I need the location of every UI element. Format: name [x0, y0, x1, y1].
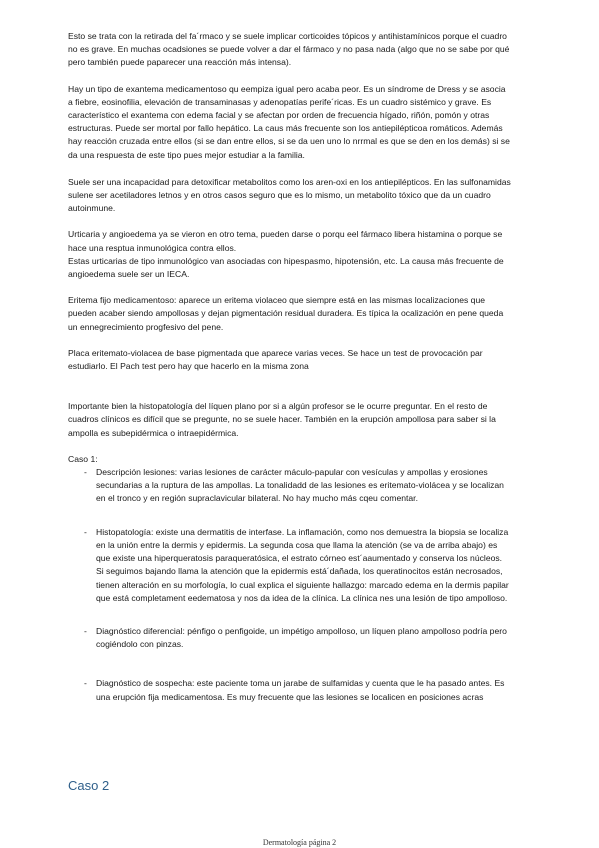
caso1-title: Caso 1:	[68, 453, 98, 464]
bullet-dash: -	[84, 625, 87, 636]
caso2-heading: Caso 2	[68, 778, 110, 793]
page-footer: Dermatología página 2	[262, 838, 337, 847]
paragraph-detoxificar: Suele ser una incapacidad para detoxificar metabolitos como los aren-oxi en los antiepilépticos. En las sulfonamidas sulene ser acetiladores letnos y en otros casos seguro que es lo mismo, un metabolito tóxico que da un cuadro autoinmune.	[68, 176, 511, 214]
paragraph-retirada: Esto se trata con la retirada del fa´rmaco y se suele implicar corticoides tópicos y antihistamínicos porque el cuadro no es grave. En muchas ocadsiones se puede volver a dar el fármaco y no pasa nada (algo que no se sabe por qué pero también puede paparecer una reacción más intensa).	[68, 31, 510, 68]
paragraph-urticaria: Urticaria y angioedema ya se vieron en otro tema, pueden darse o porqu eel fármaco libera histamina o porque se hace una resptua inmunológica contra ellos. Estas urticarias de tipo inmunológico van asociadas con hipespasmo, hipotensión, etc. La causa más frecuente de angioedema suele ser un IECA.	[68, 229, 504, 280]
paragraph-dress: Hay un tipo de exantema medicamentoso qu eempiza igual pero acaba peor. Es un síndrome de Dress y se asocia a fiebre, eosinofilia, elevación de transaminasas y adenopatías perife´ricas. Es un cuadro sistémico y grave. Es característico el exantema con edema facial y se afectan por orden de frecuencia hígado, riñón, pomón y otras estructuras. Puede ser mortal por fallo hepático. La caus más frecuente son los antiepilépticoa romáticos. Además hay reacción cruzada entre ellos (si se dan entre ellos, si se da uen uno lo nrrmal es que se den en los demás) si se da una respuesta de este tipo pues mejor estudiar a la familia.	[68, 83, 510, 160]
list-item-text: Diagnóstico diferencial: pénfigo o penfigoide, un impétigo ampolloso, un líquen plano ampolloso podría pero cogiéndolo con pinzas.	[96, 625, 507, 650]
paragraph-eritema-fijo: Eritema fijo medicamentoso: aparece un eritema violaceo que siempre está en las mismas localizaciones que pueden acaber siendo ampollosas y dejan pigmentación residual duradera. Es típica la ocalización en pene queda un ennegrecimiento progfesivo del pene.	[68, 295, 504, 332]
paragraph-placa: Placa eritemato-violacea de base pigmentada que aparece varias veces. Se hace un test de provocación par estudiarlo. El Pach test pero hay que hacerlo en la misma zona	[68, 347, 483, 372]
list-item-text: Diagnóstico de sospecha: este paciente toma un jarabe de sulfamidas y cuenta que le ha pasado antes. Es una erupción fija medicamentosa. Es muy frecuente que las lesiones se localicen en posiciones acras	[96, 678, 505, 702]
list-item-text: Descripción lesiones: varias lesiones de carácter máculo-papular con vesículas y ampollas y erosiones secundarias a la ruptura de las ampollas. La tonalidadd de las lesiones es eritemato-violácea y se localizan en el tronco y en región supraclavicular bilateral. No hay mucho más cqeu comentar.	[96, 467, 504, 504]
document-body	[68, 30, 512, 717]
list-item	[68, 677, 512, 703]
list-item	[68, 625, 512, 651]
paragraph-importante: Importante bien la histopatología del líquen plano por si a algún profesor se le ocurre preguntar. En el resto de cuadros clínicos es difícil que se pregunte, no se suele hacer. También en la erupción ampollosa para saber si la ampolla es subepidérmica o intraepidérmica.	[68, 401, 496, 438]
bullet-dash: -	[84, 678, 87, 689]
list-item	[68, 526, 512, 605]
bullet-dash: -	[84, 526, 87, 537]
bullet-dash: -	[84, 467, 87, 478]
list-item-text: Histopatología: existe una dermatitis de interfase. La inflamación, como nos demuestra la biopsia se localiza en la unión entre la dermis y epidermis. La segunda cosa que llama la atención (se va de arriba abajo) es que existe una hiperqueratosis paraqueratósica, el estrato córneo est´aaumentado y conserva los núcleos. Si seguimos bajando llama la atención que la epidermis está´dañada, los queratinocitos están necrosados, tienen alteración en su morfología, lo cual explica el siguiente hallazgo: marcado edema en la dermis papilar que está completament eedematosa y nos da idea de la clínica. La clínica nes una lesión de tipo ampolloso.	[96, 526, 509, 603]
list-item	[68, 466, 512, 506]
caso1-list	[68, 466, 512, 704]
